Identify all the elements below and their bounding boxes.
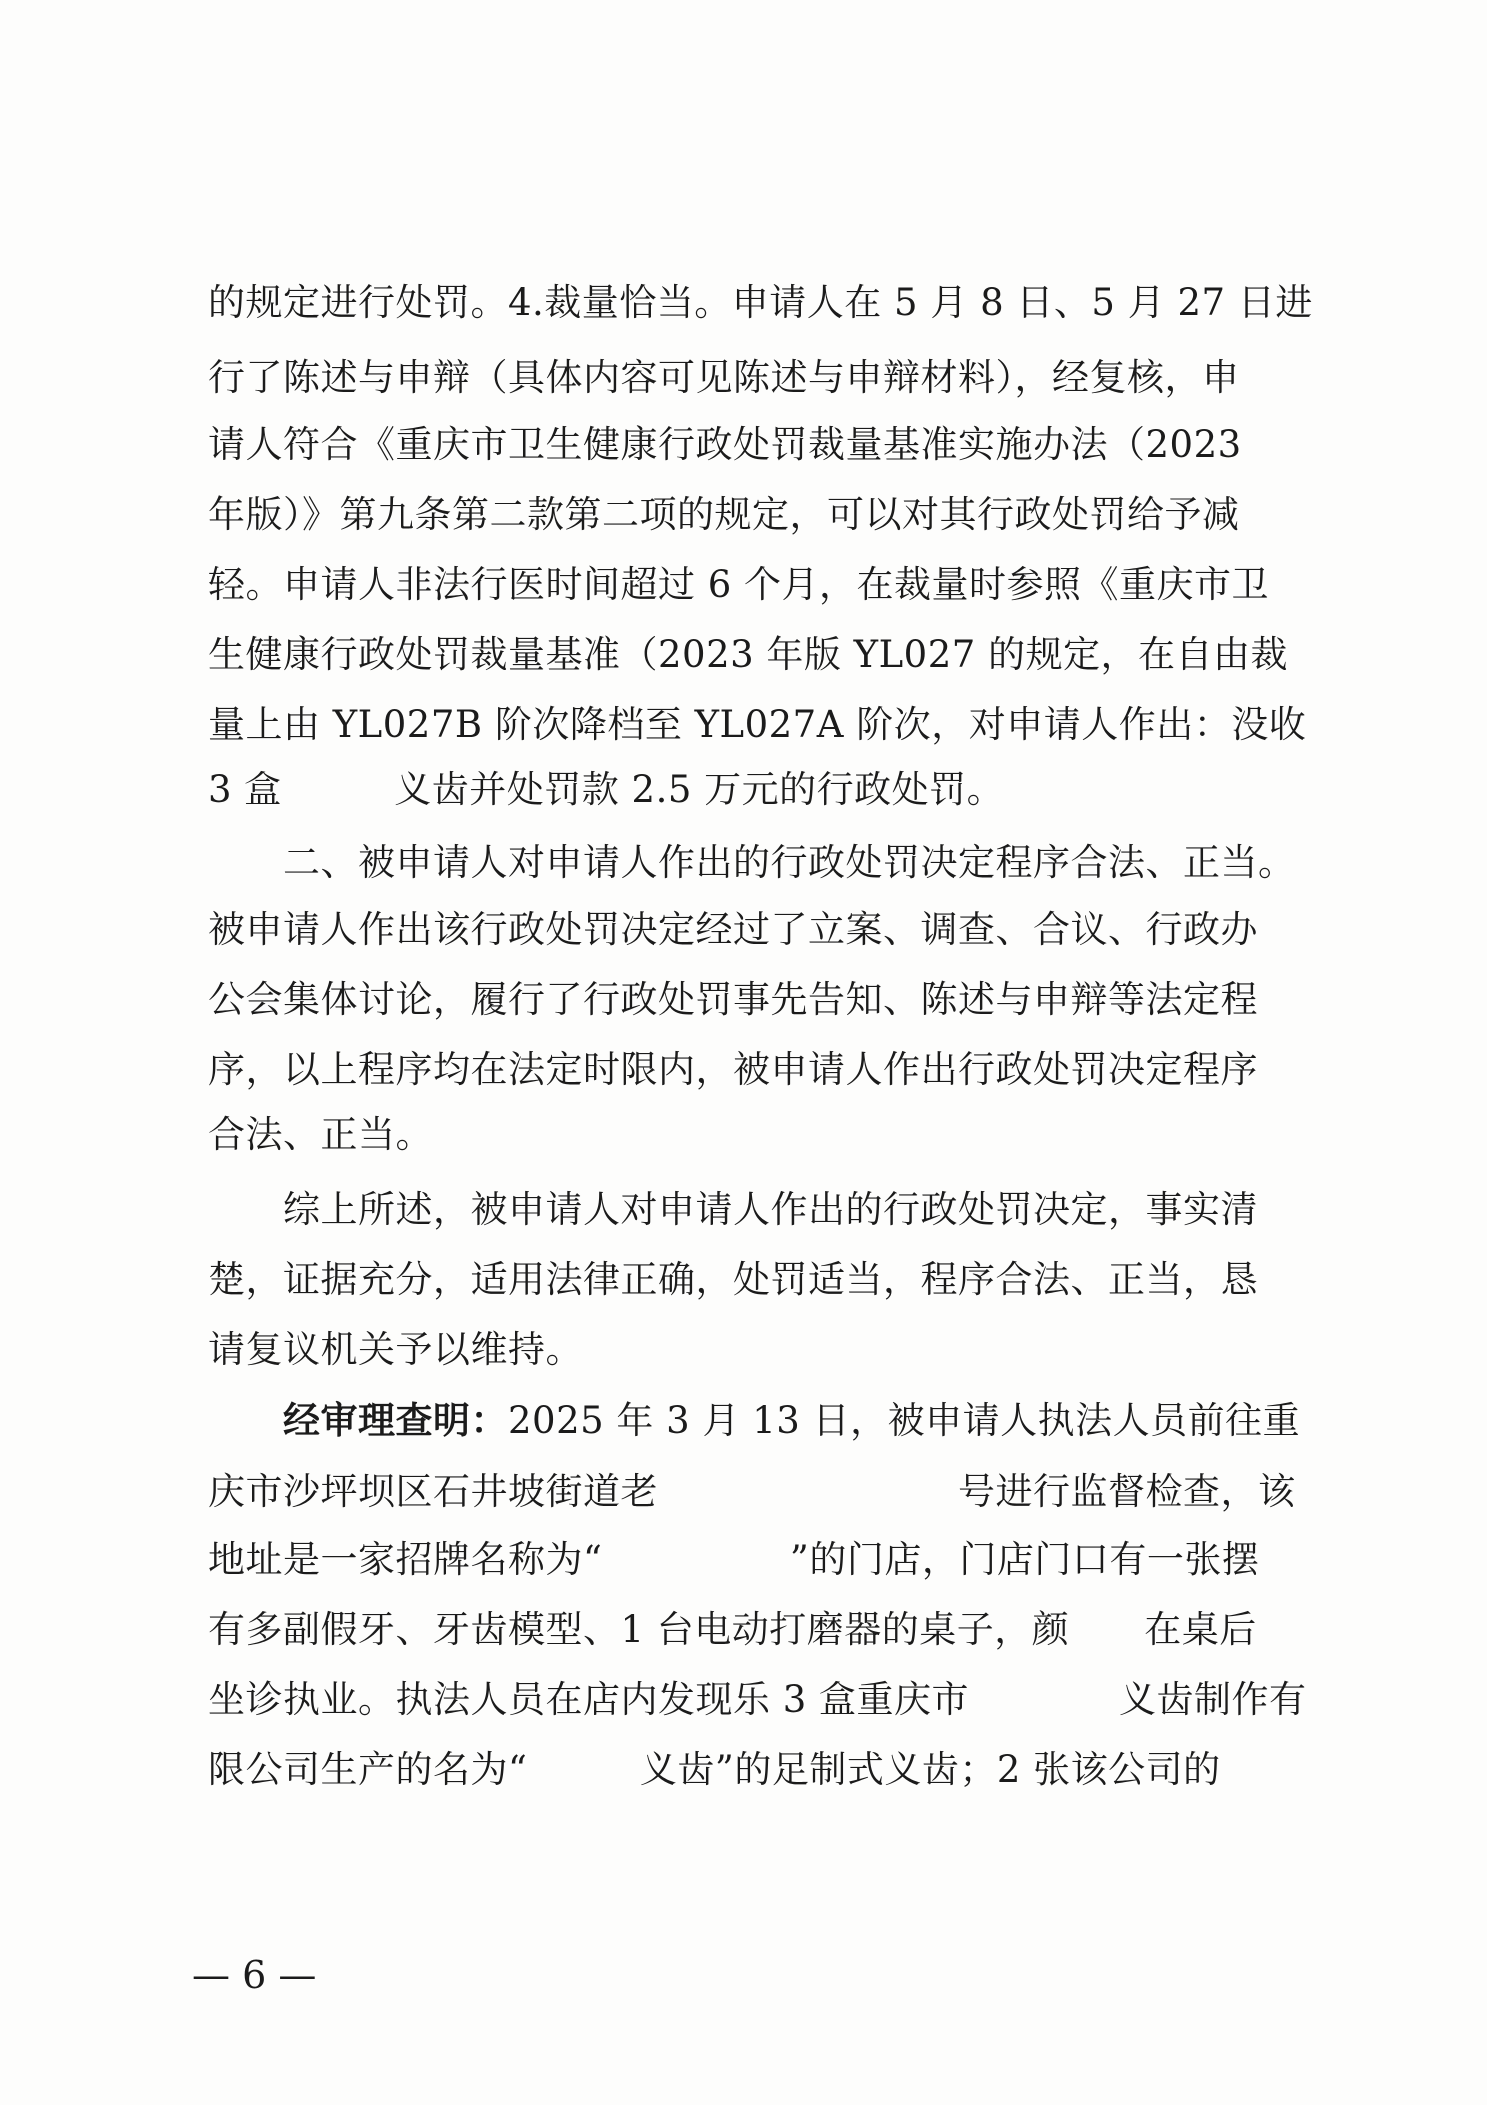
text-line-13: 合法、正当。 <box>208 1113 433 1156</box>
text-line-1: 的规定进行处罚。4.裁量恰当。申请人在 5 月 8 日、5 月 27 日进 <box>208 281 1313 324</box>
text-line-14: 综上所述，被申请人对申请人作出的行政处罚决定，事实清 <box>208 1188 1258 1231</box>
finding-line-6: 限公司生产的名为“ 义齿”的足制式义齿；2 张该公司的 <box>208 1748 1221 1791</box>
finding-line-1 <box>208 1395 1308 1445</box>
text-line-6: 生健康行政处罚裁量基准（2023 年版 YL027 的规定，在自由裁 <box>208 633 1289 676</box>
text-line-10: 被申请人作出该行政处罚决定经过了立案、调查、合议、行政办 <box>208 908 1258 951</box>
finding-line-5: 坐诊执业。执法人员在店内发现乐 3 盒重庆市 义齿制作有 <box>208 1678 1307 1721</box>
text-line-11: 公会集体讨论，履行了行政处罚事先告知、陈述与申辩等法定程 <box>208 978 1258 1021</box>
text-line-4: 年版）》第九条第二款第二项的规定，可以对其行政处罚给予减 <box>208 493 1240 536</box>
text-line-9: 二、被申请人对申请人作出的行政处罚决定程序合法、正当。 <box>208 841 1296 884</box>
finding-line-1-text: 2025 年 3 月 13 日，被申请人执法人员前往重 <box>508 1399 1301 1442</box>
text-line-5: 轻。申请人非法行医时间超过 6 个月，在裁量时参照《重庆市卫 <box>208 563 1270 606</box>
finding-line-2: 庆市沙坪坝区石井坡街道老 号进行监督检查，该 <box>208 1470 1296 1513</box>
text-line-16: 请复议机关予以维持。 <box>208 1328 583 1371</box>
page-number: — 6 — <box>192 1953 317 1997</box>
finding-line-3: 地址是一家招牌名称为“ ”的门店，门店门口有一张摆 <box>208 1538 1260 1581</box>
text-line-12: 序，以上程序均在法定时限内，被申请人作出行政处罚决定程序 <box>208 1048 1258 1091</box>
text-line-8: 3 盒 义齿并处罚款 2.5 万元的行政处罚。 <box>208 768 1005 811</box>
text-line-7: 量上由 YL027B 阶次降档至 YL027A 阶次，对申请人作出：没收 <box>208 703 1307 746</box>
text-line-3: 请人符合《重庆市卫生健康行政处罚裁量基准实施办法（2023 <box>208 423 1242 466</box>
finding-label: 经审理查明： <box>283 1398 508 1442</box>
text-line-2: 行了陈述与申辩（具体内容可见陈述与申辩材料），经复核，申 <box>208 356 1240 399</box>
finding-line-4: 有多副假牙、牙齿模型、1 台电动打磨器的桌子，颜 在桌后 <box>208 1608 1257 1651</box>
text-line-15: 楚，证据充分，适用法律正确，处罚适当，程序合法、正当，恳 <box>208 1258 1258 1301</box>
